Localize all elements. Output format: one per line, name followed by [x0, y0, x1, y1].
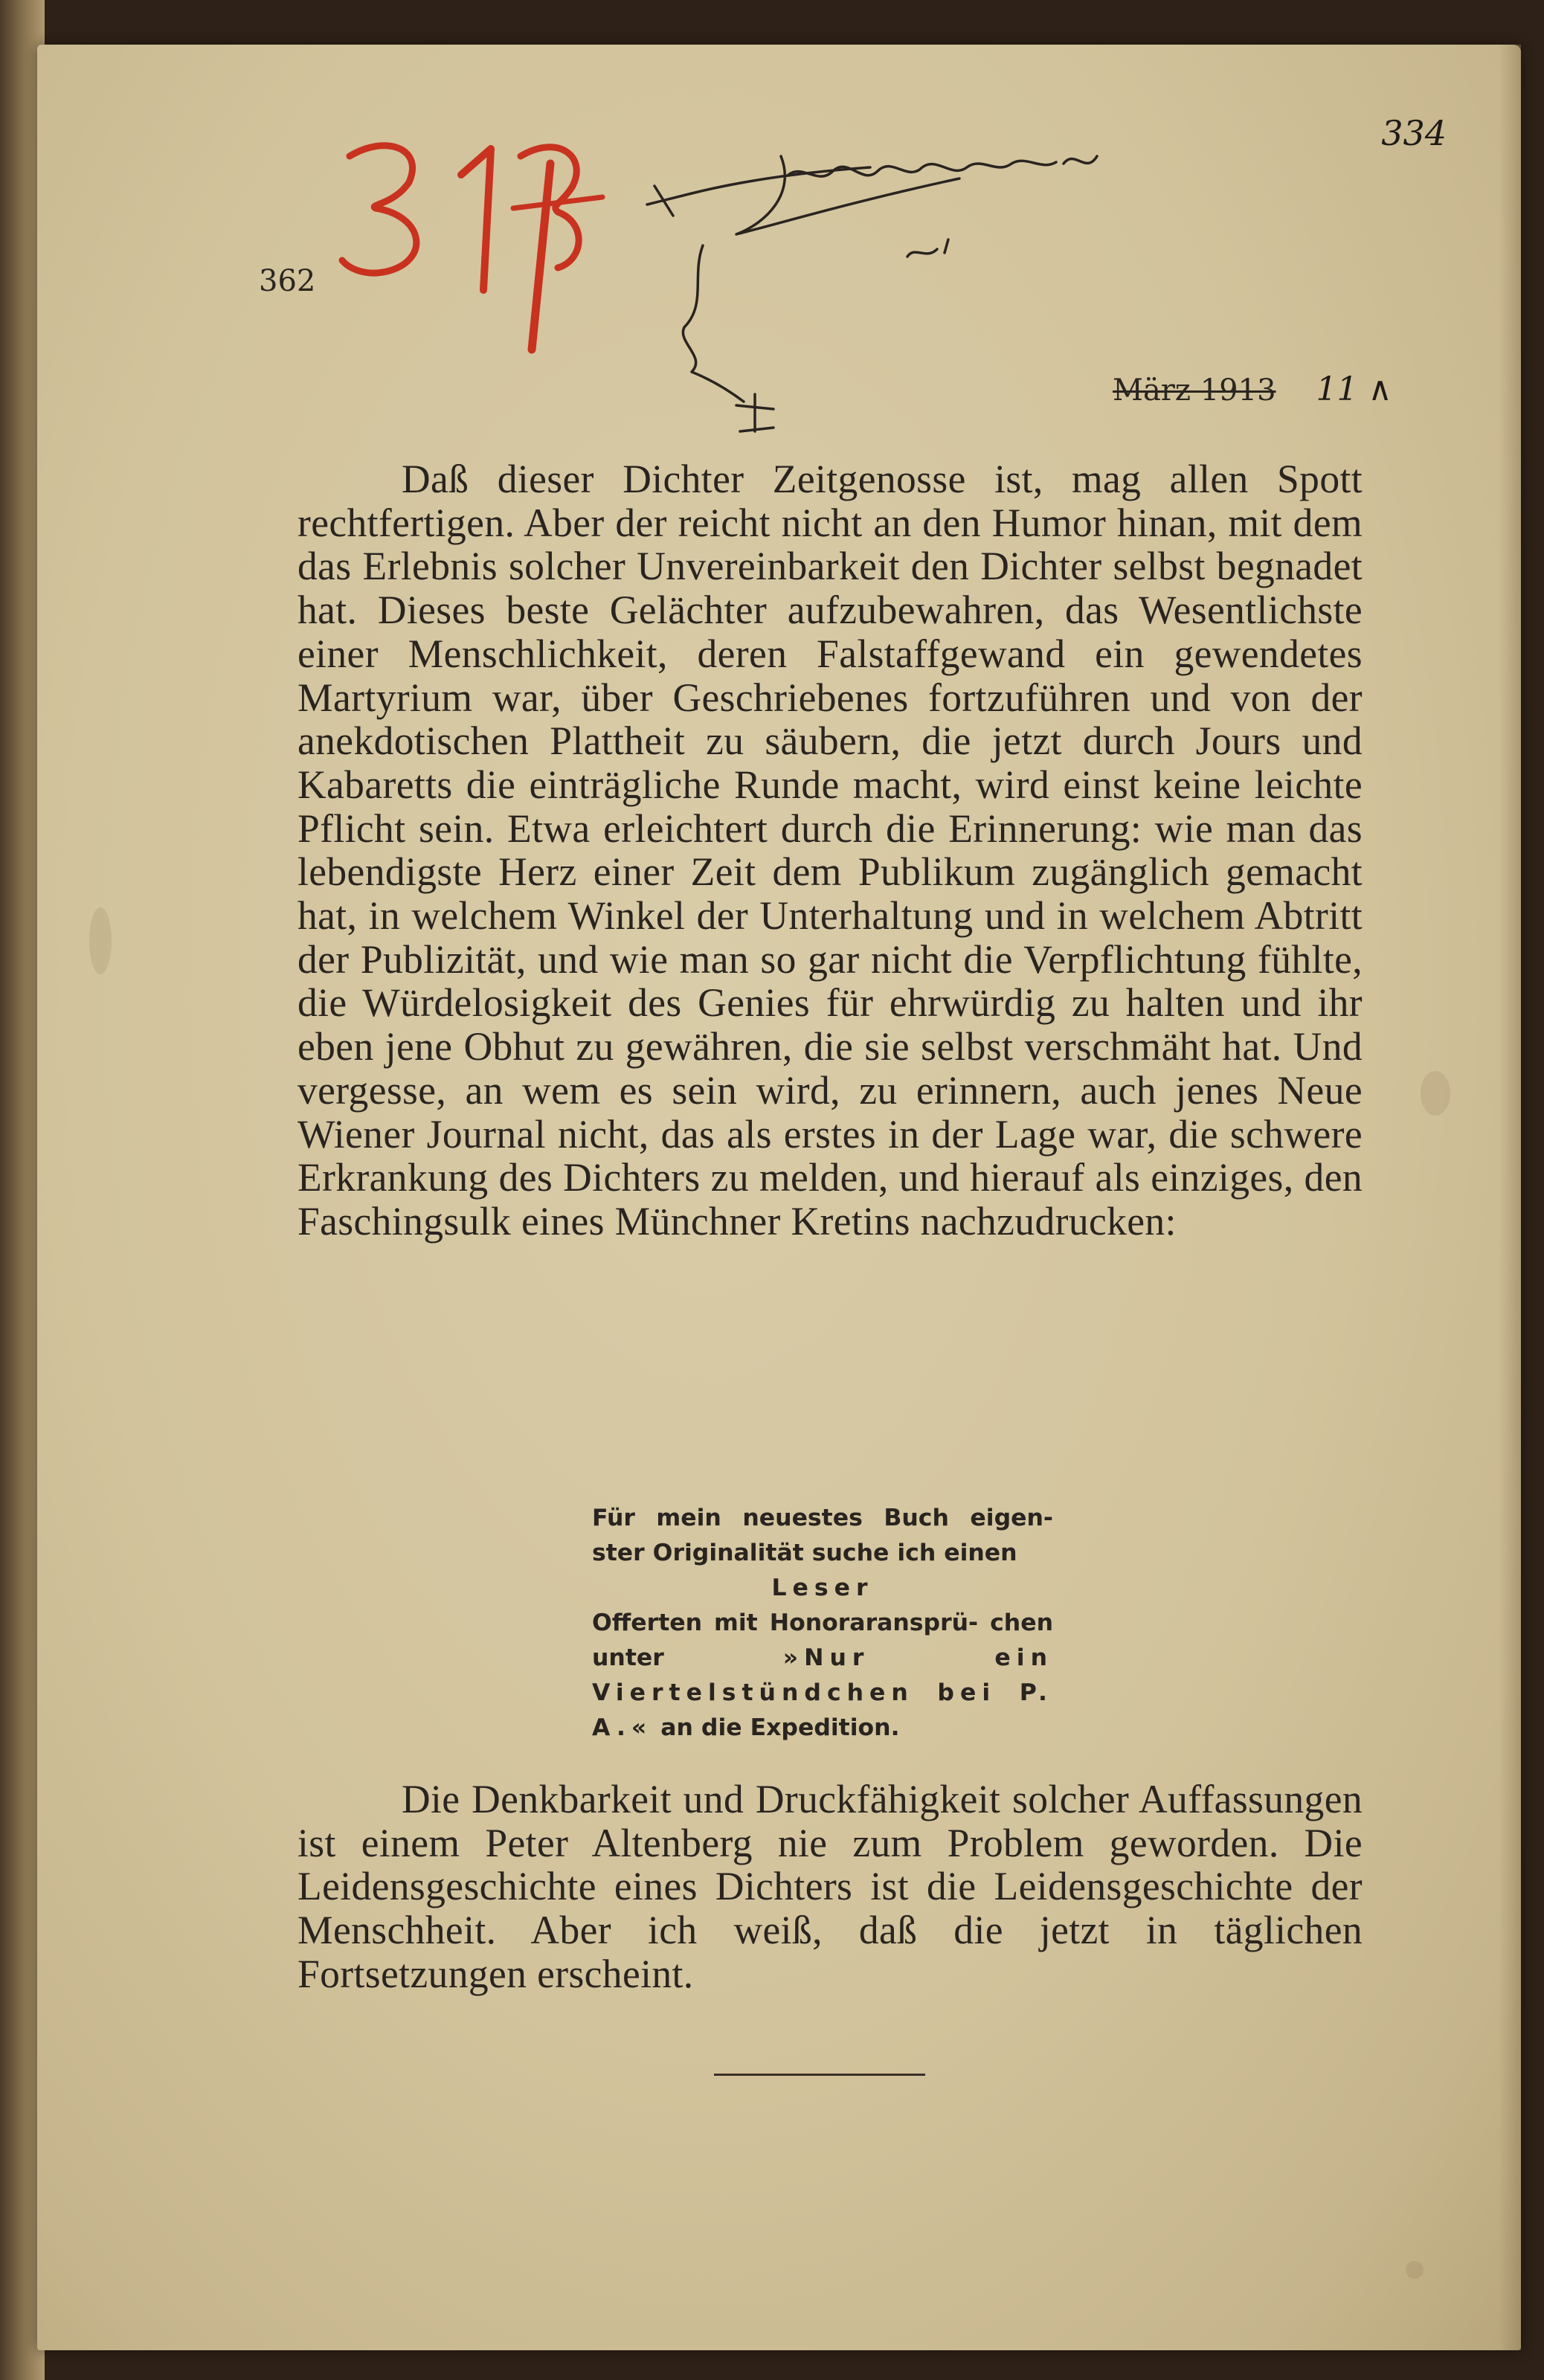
archive-folio-number: 334: [1381, 113, 1447, 153]
handwritten-issue-note: 11 ∧: [1316, 370, 1392, 408]
ad-line: Offerten mit Honoraransprü- chen unter: [592, 1609, 1053, 1671]
body-paragraph: Daß dieser Dichter Zeitgenosse ist, mag allen Spott rechtfertigen. Aber der reicht nicht an den Humor hinan, mit dem das Erlebnis solcher Unvereinbarkeit den Dichter selbst begnadet hat. Dieses beste Gelächter aufzubewahren, das Wesentlichste einer Menschlichkeit, deren Falstaffgewand ein gewendetes Martyrium war, über Geschriebenes fortzuführen und von der anekdotischen Plattheit zu säubern, die jetzt durch Jours und Kabaretts die einträgliche Runde macht, wird einst keine leichte Pflicht sein. Etwa erleichtert durch die Erinnerung: wie man das lebendigste Herz einer Zeit dem Publikum zugänglich gemacht hat, in welchem Winkel der Unterhaltung und in welchem Abtritt der Publizität, und wie man so gar nicht die Verpflichtung fühlte, die Würdelosigkeit des Genies für ehrwürdig zu halten und ihr eben jene Obhut zu gewähren, die sie selbst verschmäht hat. Und vergesse, an wem es sein wird, zu erinnern, auch jenes Neue Wiener Journal nicht, das als erstes in der Lage war, die schwere Erkrankung des Dichters zu melden, und hierauf als einziges, den Faschingsulk eines Münchner Kretins nachzudrucken:: [297, 457, 1363, 1244]
section-end-rule: [714, 2074, 925, 2076]
paper-stain: [89, 907, 112, 974]
ad-line: Für mein neuestes Buch eigen- ster Originalität suche ich einen: [592, 1505, 1053, 1566]
paper-stain: [1421, 1071, 1450, 1116]
ad-line-spaced: »Nur ein Viertelstündchen bei P. A.«: [592, 1644, 1053, 1741]
closing-paragraph: Die Denkbarkeit und Druckfähigkeit solcher Auffassungen ist einem Peter Altenberg nie zum Problem geworden. Die Leidensgeschichte eines Dichters ist die Leidensgeschichte der Menschheit. Aber ich weiß, daß die jetzt in täglichen Fortsetzungen erscheint.: [297, 1777, 1363, 1996]
page-edge-shadow: [1499, 45, 1521, 2350]
ad-line: an die Expedition.: [660, 1714, 900, 1741]
page-number: 362: [259, 264, 316, 298]
issue-date-line: [1113, 370, 1392, 408]
ink-scribble: [647, 156, 1097, 431]
paper-stain: [1406, 2261, 1424, 2279]
struck-date: März 1913: [1113, 373, 1276, 408]
red-pencil-mark: [342, 146, 602, 350]
quoted-advertisement: [592, 1501, 1053, 1746]
book-page: [37, 45, 1521, 2350]
ad-heading: Leser: [771, 1575, 874, 1601]
